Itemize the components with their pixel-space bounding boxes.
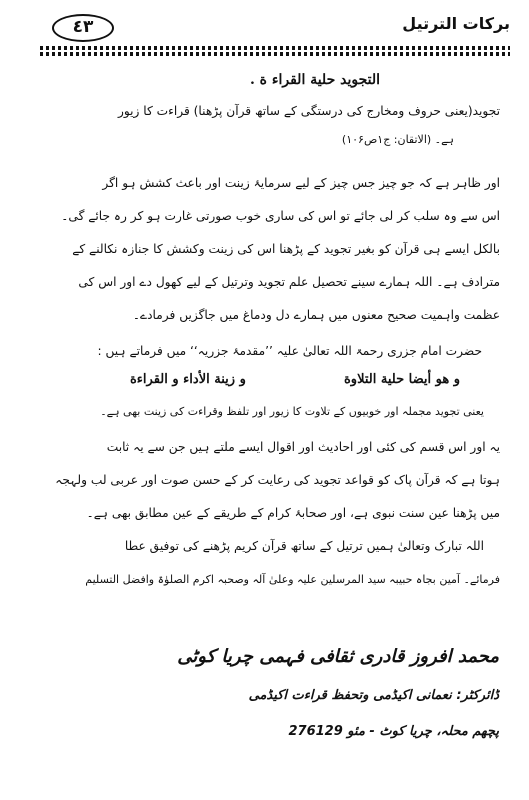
text-line: بالکل ایسے ہی قرآن کو بغیر تجوید کے پڑھنا اس کی زینت وکشش کا جنازہ نکالنے کے bbox=[72, 242, 500, 256]
text-line: حضرت امام جزری رحمۃ اللہ تعالیٰ علیہ ’’مقدمۂ جزریہ‘‘ میں فرماتے ہیں : bbox=[97, 344, 482, 358]
header-divider-bottom bbox=[40, 52, 510, 56]
text-line: اس سے وہ سلب کر لی جائے تو اس کی ساری خوب صورتی غارت ہو کر رہ جائے گی۔ bbox=[61, 209, 500, 223]
text-line: مترادف ہے۔ اللہ ہمارے سینے تحصیل علم تجوید وترتیل کے لیے کھول دے اور اس کی bbox=[78, 275, 500, 289]
text-line: یہ اور اس قسم کی کئی اور احادیث اور اقوال ایسے ملتے ہیں جن سے یہ ثابت bbox=[106, 440, 500, 454]
text-line: فرمائے۔ آمین بجاہ حبیبہ سید المرسلین علیہ وعلیٰ آلہ وصحبہ اکرم الصلوٰۃ وافضل التسلیم bbox=[85, 573, 500, 586]
text-line: اور ظاہر ہے کہ جو چیز جس چیز کے لیے سرمایۂ زینت اور باعث کشش ہو اگر bbox=[102, 176, 500, 190]
text-line: یعنی تجوید مجملہ اور خوبیوں کے تلاوت کا زیور اور تلفظ وقراءت کی زینت بھی ہے۔ bbox=[100, 405, 484, 418]
page-number: ٤٣ bbox=[72, 17, 94, 37]
section-heading: التجويد حلية القراء ة . bbox=[249, 72, 380, 88]
book-title: بركات الترتيل bbox=[402, 14, 510, 33]
text-line: اللہ تبارک وتعالیٰ ہمیں ترتیل کے ساتھ قرآن کریم پڑھنے کی توفیق عطا bbox=[124, 539, 484, 553]
text-line: عظمت واہمیت صحیح معنوں میں ہمارے دل ودماغ میں جاگزیں فرمادے۔ bbox=[132, 308, 500, 322]
text-line: ہے۔ (الاتقان: ج۱ص۱۰۶) bbox=[341, 133, 454, 146]
header-divider-top bbox=[40, 46, 510, 50]
author-name: محمد افروز قادری ثقافی فہمی چریا کوٹی bbox=[177, 646, 499, 667]
author-address: پچھم محلہ، چریا کوٹ - مئو 276129 bbox=[288, 724, 499, 739]
page-header bbox=[40, 10, 510, 50]
text-line: میں پڑھنا عین سنت نبوی ہے، اور صحابۂ کرام کے طریقے کے عین مطابق بھی ہے۔ bbox=[86, 506, 500, 520]
quote-part: و هو أيضا حلية التلاوة bbox=[344, 372, 460, 387]
text-line: تجوید(یعنی حروف ومخارج کی درستگی کے ساتھ قرآن پڑھنا) قراءت کا زیور bbox=[117, 104, 500, 118]
text-line: ہوتا ہے کہ قرآن پاک کو قواعد تجوید کی رعایت کر کے حسن صوت اور عربی لب ولہجہ bbox=[55, 473, 500, 487]
quote-part: و زينة الأداء و القراءة bbox=[130, 372, 246, 387]
author-role: ڈائرکٹر: نعمانی اکیڈمی وتحفظ قراءت اکیڈمی bbox=[248, 688, 499, 703]
page-number-badge bbox=[52, 14, 114, 42]
